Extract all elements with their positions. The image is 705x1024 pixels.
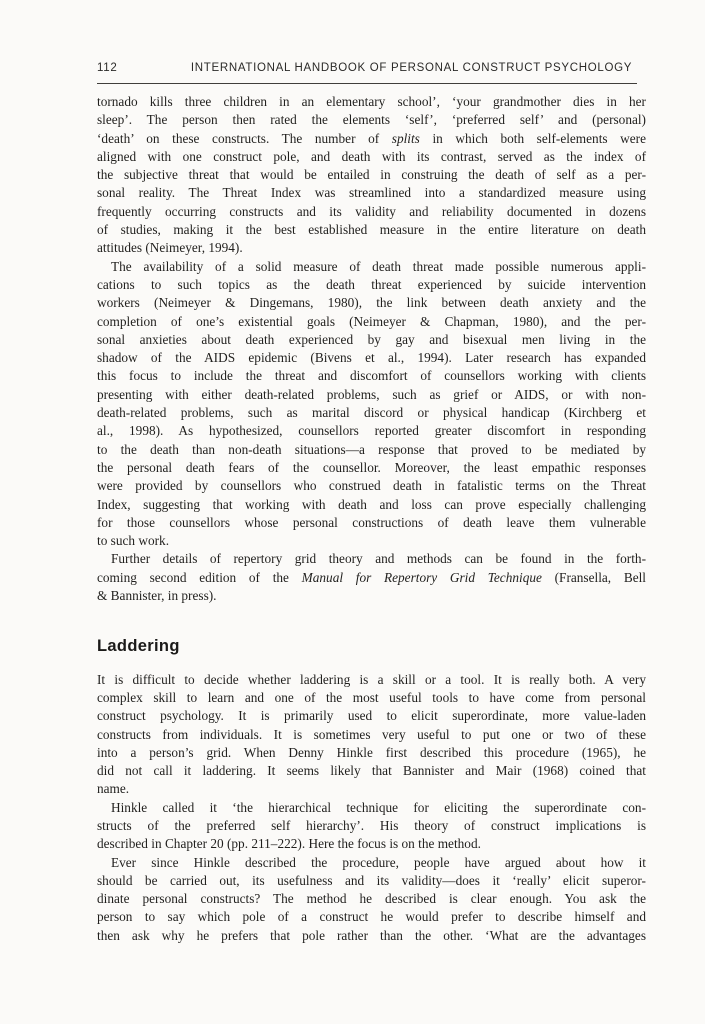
text-line: workers (Neimeyer & Dingemans, 1980), the link between death anxiety and the: [97, 295, 646, 311]
text-line: coming second edition of the Manual for Repertory Grid Technique (Fransella, Bell: [97, 569, 646, 585]
header-rule: [97, 83, 637, 84]
text-line: should be carried out, its usefulness and its validity—does it ‘really’ elicit superor-: [97, 872, 646, 888]
text-line: aligned with one construct pole, and death with its contrast, served as the index of: [97, 148, 646, 164]
text-line: were provided by counsellors who construed death in fatalistic terms on the Threat: [97, 478, 646, 494]
text-line: sleep’. The person then rated the elements ‘self’, ‘preferred self’ and (personal): [97, 112, 646, 128]
text-line: sonal anxieties about death experienced by gay and bisexual men living in the: [97, 331, 646, 347]
text-line: this focus to include the threat and discomfort of counsellors working with clients: [97, 368, 646, 384]
paragraph: [97, 854, 646, 945]
text-line: name.: [97, 781, 130, 797]
text-line: to the death than non-death situations—a response that proved to be mediated by: [97, 441, 646, 457]
text-line: al., 1998). As hypothesized, counsellors reported greater discomfort in responding: [97, 423, 646, 439]
paragraph: [97, 550, 646, 605]
text-line: death-related problems, such as marital discord or physical handicap (Kirchberg et: [97, 405, 646, 421]
text-line: The availability of a solid measure of death threat made possible numerous appli-: [111, 258, 646, 274]
text-line: construct psychology. It is primarily used to elicit superordinate, more value-laden: [97, 708, 646, 724]
section-heading: Laddering: [97, 637, 180, 656]
text-line: for those counsellors whose personal constructions of death leave them vulnerable: [97, 514, 646, 530]
text-line: complex skill to learn and one of the most useful tools to have come from personal: [97, 689, 646, 705]
page: [97, 62, 646, 945]
text-line: dinate personal constructs? The method he described is clear enough. You ask the: [97, 891, 646, 907]
text-line: Index, suggesting that working with death and loss can prove especially challenging: [97, 496, 646, 512]
paragraph: [97, 671, 646, 799]
text-line: the personal death fears of the counsellor. Moreover, the least empathic responses: [97, 459, 646, 475]
text-line: into a person’s grid. When Denny Hinkle first described this procedure (1965), he: [97, 744, 646, 760]
text-line: structs of the preferred self hierarchy’. His theory of construct implications is: [97, 817, 646, 833]
text-line: then ask why he prefers that pole rather than the other. ‘What are the advantages: [97, 927, 646, 943]
text-line: cations to such topics as the death threat experienced by suicide intervention: [97, 276, 646, 292]
text-line: attitudes (Neimeyer, 1994).: [97, 240, 243, 256]
paragraph: [97, 93, 646, 258]
text-line: Ever since Hinkle described the procedure, people have argued about how it: [111, 854, 646, 870]
text-line: frequently occurring constructs and its validity and reliability documented in dozens: [97, 203, 646, 219]
text-line: person to say which pole of a construct he would prefer to describe himself and: [97, 909, 646, 925]
text-line: did not call it laddering. It seems likely that Bannister and Mair (1968) coined that: [97, 763, 646, 779]
paragraph: [97, 258, 646, 551]
text-line: & Bannister, in press).: [97, 588, 217, 604]
text-line: shadow of the AIDS epidemic (Bivens et al., 1994). Later research has expanded: [97, 350, 646, 366]
text-line: presenting with either death-related problems, such as grief or AIDS, or with non-: [97, 386, 646, 402]
text-line: sonal reality. The Threat Index was streamlined into a standardized measure using: [97, 185, 646, 201]
text-line: tornado kills three children in an elementary school’, ‘your grandmother dies in her: [97, 94, 646, 109]
text-line: completion of one’s existential goals (Neimeyer & Chapman, 1980), and the per-: [97, 313, 646, 329]
page-number: 112: [97, 62, 118, 74]
text-line: of studies, making it the best established measure in the entire literature on death: [97, 222, 646, 238]
text-line: It is difficult to decide whether laddering is a skill or a tool. It is really both. A very: [97, 671, 646, 687]
text-line: the subjective threat that would be entailed in construing the death of self as a per-: [97, 167, 646, 183]
running-header: [97, 62, 646, 74]
text-line: Hinkle called it ‘the hierarchical technique for eliciting the superordinate con-: [111, 799, 646, 815]
text-line: described in Chapter 20 (pp. 211–222). Here the focus is on the method.: [97, 836, 481, 852]
text-line: ‘death’ on these constructs. The number of splits in which both self-elements were: [97, 130, 646, 146]
text-line: constructs from individuals. It is sometimes very useful to put one or two of these: [97, 726, 646, 742]
body-text: [97, 93, 646, 945]
paragraph: [97, 799, 646, 854]
text-line: to such work.: [97, 533, 170, 549]
running-head-title: INTERNATIONAL HANDBOOK OF PERSONAL CONSTRUCT PSYCHOLOGY: [190, 62, 633, 74]
text-line: Further details of repertory grid theory and methods can be found in the forth-: [111, 551, 646, 567]
